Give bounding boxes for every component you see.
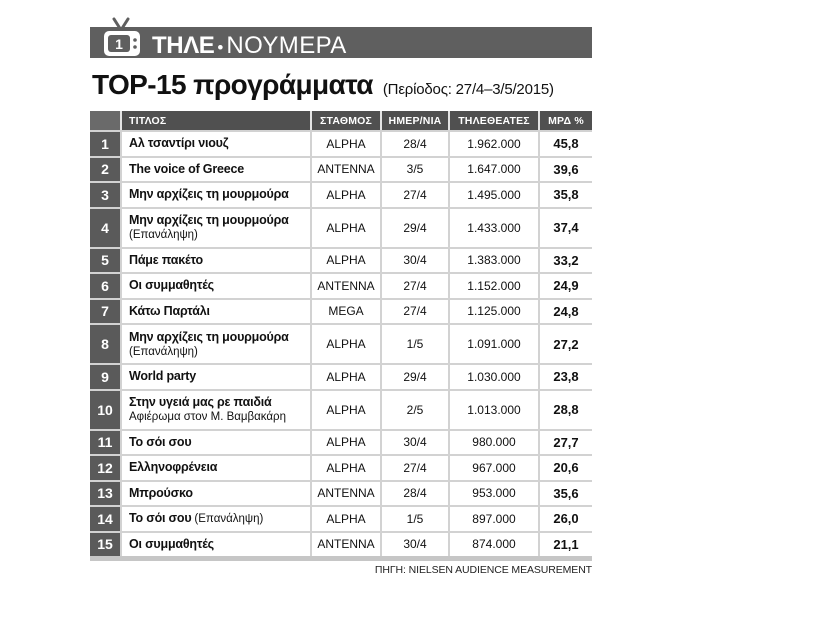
- title-cell: [120, 482, 310, 506]
- rank-cell: 7: [90, 300, 120, 324]
- viewers-cell: 980.000: [448, 431, 538, 455]
- table-row: [90, 429, 592, 455]
- column-header-viewers: ΤΗΛΕΘΕΑΤΕΣ: [448, 111, 538, 130]
- program-title: Το σόι σου: [129, 510, 192, 525]
- viewers-cell: 953.000: [448, 482, 538, 506]
- title-cell: [120, 274, 310, 298]
- station-cell: ALPHA: [310, 183, 380, 207]
- share-cell: 28,8: [538, 391, 592, 429]
- share-cell: 45,8: [538, 132, 592, 156]
- share-cell: 35,6: [538, 482, 592, 506]
- title-cell: [120, 391, 310, 429]
- rank-cell: 5: [90, 249, 120, 273]
- brand-bold: ΤΗΛΕ: [152, 32, 215, 59]
- program-title: World party: [129, 369, 197, 384]
- table-bottom-rule: [90, 556, 592, 561]
- station-cell: ALPHA: [310, 391, 380, 429]
- rank-cell: 6: [90, 274, 120, 298]
- station-cell: ALPHA: [310, 209, 380, 247]
- brand-light: ΝΟΥΜΕΡΑ: [226, 32, 347, 59]
- station-cell: ALPHA: [310, 507, 380, 531]
- column-header-rank: [90, 111, 120, 130]
- program-title: Το σόι σου: [129, 434, 192, 449]
- station-cell: ALPHA: [310, 249, 380, 273]
- viewers-cell: 1.962.000: [448, 132, 538, 156]
- table-row: [90, 454, 592, 480]
- date-cell: 30/4: [380, 533, 448, 557]
- table-row: [90, 323, 592, 363]
- station-cell: ANTENNA: [310, 274, 380, 298]
- date-cell: 1/5: [380, 325, 448, 363]
- date-cell: 30/4: [380, 431, 448, 455]
- viewers-cell: 1.125.000: [448, 300, 538, 324]
- date-cell: 28/4: [380, 482, 448, 506]
- date-cell: 27/4: [380, 183, 448, 207]
- program-title: Μπρούσκο: [129, 485, 193, 500]
- ratings-table: [90, 111, 592, 556]
- share-cell: 39,6: [538, 158, 592, 182]
- station-cell: ANTENNA: [310, 482, 380, 506]
- title-cell: [120, 533, 310, 557]
- program-title: Πάμε πακέτο: [129, 252, 203, 267]
- column-header-date: ΗΜΕΡ/ΝΙΑ: [380, 111, 448, 130]
- viewers-cell: 874.000: [448, 533, 538, 557]
- rank-cell: 14: [90, 507, 120, 531]
- rank-cell: 3: [90, 183, 120, 207]
- table-row: [90, 181, 592, 207]
- rank-cell: 1: [90, 132, 120, 156]
- title-cell: [120, 456, 310, 480]
- share-cell: 37,4: [538, 209, 592, 247]
- program-subtitle: (Επανάληψη): [129, 229, 198, 241]
- title-cell: [120, 132, 310, 156]
- title-cell: [120, 325, 310, 363]
- section-header-bar: [90, 27, 592, 58]
- rank-cell: 4: [90, 209, 120, 247]
- rank-cell: 13: [90, 482, 120, 506]
- viewers-cell: 1.647.000: [448, 158, 538, 182]
- page-title: TOP-15 προγράμματα: [92, 69, 373, 100]
- program-title: Μην αρχίζεις τη μουρμούρα: [129, 329, 289, 344]
- table-row: [90, 130, 592, 156]
- table-row: [90, 480, 592, 506]
- program-title-line: [129, 511, 263, 527]
- viewers-cell: 1.091.000: [448, 325, 538, 363]
- table-row: [90, 389, 592, 429]
- tv-icon: [100, 16, 144, 60]
- column-header-title: ΤΙΤΛΟΣ: [120, 111, 310, 130]
- share-cell: 20,6: [538, 456, 592, 480]
- title-cell: [120, 365, 310, 389]
- table-row: [90, 272, 592, 298]
- date-cell: 27/4: [380, 456, 448, 480]
- title-cell: [120, 507, 310, 531]
- date-cell: 29/4: [380, 209, 448, 247]
- program-title: The voice of Greece: [129, 161, 244, 176]
- share-cell: 35,8: [538, 183, 592, 207]
- date-cell: 27/4: [380, 300, 448, 324]
- title-cell: [120, 249, 310, 273]
- rank-cell: 11: [90, 431, 120, 455]
- program-title: Οι συμμαθητές: [129, 536, 214, 551]
- station-cell: ANTENNA: [310, 533, 380, 557]
- date-cell: 29/4: [380, 365, 448, 389]
- rank-cell: 15: [90, 533, 120, 557]
- program-subtitle: Αφιέρωμα στον Μ. Βαμβακάρη: [129, 411, 286, 423]
- rank-cell: 10: [90, 391, 120, 429]
- table-row: [90, 531, 592, 557]
- program-title: Ελληνοφρένεια: [129, 460, 218, 475]
- program-title: Μην αρχίζεις τη μουρμούρα: [129, 213, 289, 227]
- share-cell: 24,8: [538, 300, 592, 324]
- share-cell: 33,2: [538, 249, 592, 273]
- source-credit: ΠΗΓΗ: NIELSEN AUDIENCE MEASUREMENT: [374, 564, 592, 576]
- title-cell: [120, 209, 310, 247]
- program-title: Κάτω Παρτάλι: [129, 303, 210, 318]
- station-cell: ALPHA: [310, 325, 380, 363]
- viewers-cell: 1.013.000: [448, 391, 538, 429]
- column-header-share: ΜΡΔ %: [538, 111, 592, 130]
- table-row: [90, 247, 592, 273]
- title-block: [92, 69, 554, 101]
- table-row: [90, 156, 592, 182]
- table-row: [90, 363, 592, 389]
- table-row: [90, 207, 592, 247]
- station-cell: ALPHA: [310, 365, 380, 389]
- viewers-cell: 897.000: [448, 507, 538, 531]
- table-row: [90, 505, 592, 531]
- table-header-row: [90, 111, 592, 130]
- date-cell: 3/5: [380, 158, 448, 182]
- date-cell: 2/5: [380, 391, 448, 429]
- title-cell: [120, 183, 310, 207]
- share-cell: 23,8: [538, 365, 592, 389]
- date-cell: 27/4: [380, 274, 448, 298]
- column-header-station: ΣΤΑΘΜΟΣ: [310, 111, 380, 130]
- date-cell: 1/5: [380, 507, 448, 531]
- program-subtitle: (Επανάληψη): [129, 345, 198, 358]
- program-note: (Επανάληψη): [194, 512, 264, 525]
- station-cell: ALPHA: [310, 132, 380, 156]
- period-label: (Περίοδος: 27/4–3/5/2015): [382, 81, 554, 98]
- station-cell: MEGA: [310, 300, 380, 324]
- viewers-cell: 967.000: [448, 456, 538, 480]
- station-cell: ALPHA: [310, 456, 380, 480]
- program-title: Οι συμμαθητές: [129, 278, 214, 293]
- viewers-cell: 1.383.000: [448, 249, 538, 273]
- rank-cell: 12: [90, 456, 120, 480]
- title-cell: [120, 300, 310, 324]
- title-cell: [120, 158, 310, 182]
- viewers-cell: 1.030.000: [448, 365, 538, 389]
- rank-cell: 9: [90, 365, 120, 389]
- viewers-cell: 1.433.000: [448, 209, 538, 247]
- program-title: Στην υγειά μας ρε παιδιά: [129, 395, 272, 409]
- share-cell: 21,1: [538, 533, 592, 557]
- share-cell: 27,2: [538, 325, 592, 363]
- share-cell: 27,7: [538, 431, 592, 455]
- station-cell: ALPHA: [310, 431, 380, 455]
- table-row: [90, 298, 592, 324]
- date-cell: 28/4: [380, 132, 448, 156]
- rank-cell: 2: [90, 158, 120, 182]
- date-cell: 30/4: [380, 249, 448, 273]
- share-cell: 24,9: [538, 274, 592, 298]
- share-cell: 26,0: [538, 507, 592, 531]
- viewers-cell: 1.495.000: [448, 183, 538, 207]
- station-cell: ANTENNA: [310, 158, 380, 182]
- rank-cell: 8: [90, 325, 120, 363]
- viewers-cell: 1.152.000: [448, 274, 538, 298]
- program-title: Αλ τσαντίρι νιουζ: [129, 136, 229, 151]
- tv-icon-digit: 1: [115, 36, 123, 52]
- program-title: Μην αρχίζεις τη μουρμούρα: [129, 187, 289, 202]
- section-brand: [152, 32, 347, 62]
- title-cell: [120, 431, 310, 455]
- brand-separator: •: [217, 38, 224, 57]
